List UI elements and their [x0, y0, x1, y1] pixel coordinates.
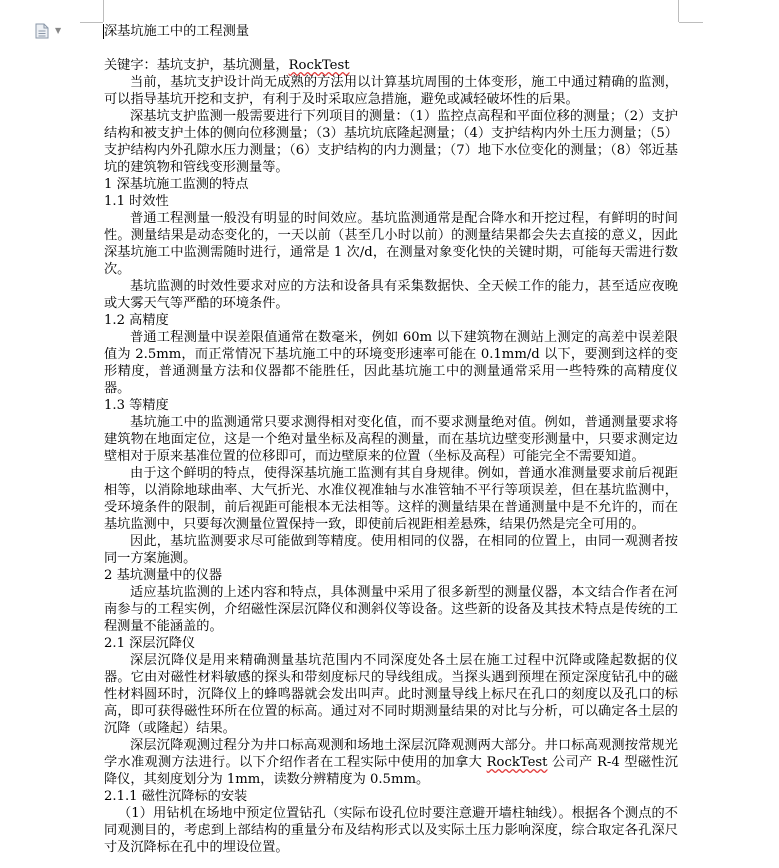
section-heading: 1.3 等精度 [104, 398, 169, 413]
margin-corner-mark [80, 22, 103, 23]
document-icon[interactable] [35, 23, 49, 39]
section-heading: 2 基坑测量中的仪器 [104, 568, 223, 583]
paragraph-text: 深层沉降观测过程分为井口标高观测和场地土深层沉降观测两大部分。井口标高观测按常规光学水准观测方法进行。以下介绍作者在工程实际中使用的加拿大 [104, 738, 678, 770]
paragraph: 当前，基坑支护设计尚无成熟的方法用以计算基坑周围的土体变形，施工中通过精确的监测，可以指导基坑开挖和支护，有利于及时采取应急措施，避免或减轻破坏性的后果。 [104, 75, 678, 107]
paragraph: 普通工程测量一般没有明显的时间效应。基坑监测通常是配合降水和开挖过程，有鲜明的时间性。测量结果是动态变化的，一天以前（甚至几小时以前）的测量结果都会失去直接的意义，因此深基坑施工中监测需随时进行，通常是 1 次/d，在测量对象变化快的关键时期，可能每天需进行数次。 [104, 211, 678, 277]
brand-rocktest: RockTest [486, 755, 548, 770]
paragraph: 基坑监测的时效性要求对应的方法和设备具有采集数据快、全天候工作的能力，甚至适应夜晚或大雾天气等严酷的环境条件。 [104, 279, 678, 311]
paragraph: 由于这个鲜明的特点，使得深基坑施工监测有其自身规律。例如，普通水准测量要求前后视距相等，以消除地球曲率、大气折光、水准仪视准轴与水准管轴不平行等项误差，但在基坑监测中，受环境条件的限制，前后视距可能根本无法相等。这样的测量结果在普通测量中是不允许的，而在基坑监测中，只要每次测量位置保持一致，即使前后视距相差悬殊，结果仍然是完全可用的。 [104, 466, 678, 532]
paragraph-text: 公司产 R-4 型磁性沉降仪，其刻度划分为 1mm，读数分辨精度为 0.5mm。 [104, 755, 678, 787]
paragraph: （1）用钻机在场地中预定位置钻孔（实际布设孔位时要注意避开墙柱轴线）。根据各个测点的不同观测目的，考虑到上部结构的重量分布及结构形式以及实际土压力影响深度，综合取定各孔深尺寸及沉降标在孔中的埋设位置。 [104, 806, 678, 855]
keywords-text: 关键字：基坑支护，基坑测量， [104, 58, 289, 73]
paragraph [104, 737, 678, 788]
paragraph: 适应基坑监测的上述内容和特点，具体测量中采用了很多新型的测量仪器，本文结合作者在河南参与的工程实例，介绍磁性深层沉降仪和测斜仪等设备。这些新的设备及其技术特点是传统的工程测量不能涵盖的。 [104, 585, 678, 634]
section-heading: 1 深基坑施工监测的特点 [104, 177, 249, 192]
paragraph: 因此，基坑监测要求尽可能做到等精度。使用相同的仪器，在相同的位置上，由同一观测者按同一方案施测。 [104, 534, 678, 566]
section-heading: 1.2 高精度 [104, 313, 169, 328]
chevron-down-icon[interactable]: ▼ [55, 26, 62, 35]
keyword-rocktest: RockTest [288, 58, 350, 73]
paragraph: 基坑施工中的监测通常只要求测得相对变化值，而不要求测量绝对值。例如，普通测量要求将建筑物在地面定位，这是一个绝对量坐标及高程的测量，而在基坑边壁变形测量中，只要求测定边壁相对于原来基准位置的位移即可，而边壁原来的位置（坐标及高程）可能完全不需要知道。 [104, 415, 678, 464]
section-heading: 2.1.1 磁性沉降标的安装 [104, 789, 248, 804]
section-heading: 1.1 时效性 [104, 194, 169, 209]
paragraph: 普通工程测量中误差限值通常在数毫米，例如 60m 以下建筑物在测站上测定的高差中误差限值为 2.5mm，而正常情况下基坑施工中的环境变形速率可能在 0.1mm/d 以下，要测到这样的变形精度，普通测量方法和仪器都不能胜任，因此基坑施工中的测量通常采用一些特殊的高精度仪器。 [104, 330, 678, 396]
paragraph: 深层沉降仪是用来精确测量基坑范围内不同深度处各土层在施工过程中沉降或隆起数据的仪器。它由对磁性材料敏感的探头和带刻度标尺的导线组成。当探头遇到预埋在预定深度钻孔中的磁性材料圆环时，沉降仪上的蜂鸣器就会发出叫声。此时测量导线上标尺在孔口的刻度以及孔口的标高，即可获得磁性环所在位置的标高。通过对不同时期测量结果的对比与分析，可以确定各土层的沉降（或隆起）结果。 [104, 653, 678, 736]
margin-corner-mark [679, 22, 703, 23]
keywords-line [104, 57, 678, 74]
paragraph: 深基坑支护监测一般需要进行下列项目的测量：（1）监控点高程和平面位移的测量；（2）支护结构和被支护土体的侧向位移测量；（3）基坑坑底隆起测量；（4）支护结构内外土压力测量；（5）支护结构内外孔隙水压力测量；（6）支护结构的内力测量；（7）地下水位变化的测量；（8）邻近基坑的建筑物和管线变形测量等。 [104, 109, 678, 175]
margin-corner-mark [678, 0, 679, 22]
margin-corner-mark [103, 0, 104, 22]
document-title: 深基坑施工中的工程测量 [104, 24, 250, 39]
section-heading: 2.1 深层沉降仪 [104, 636, 196, 651]
document-body[interactable] [104, 23, 678, 856]
